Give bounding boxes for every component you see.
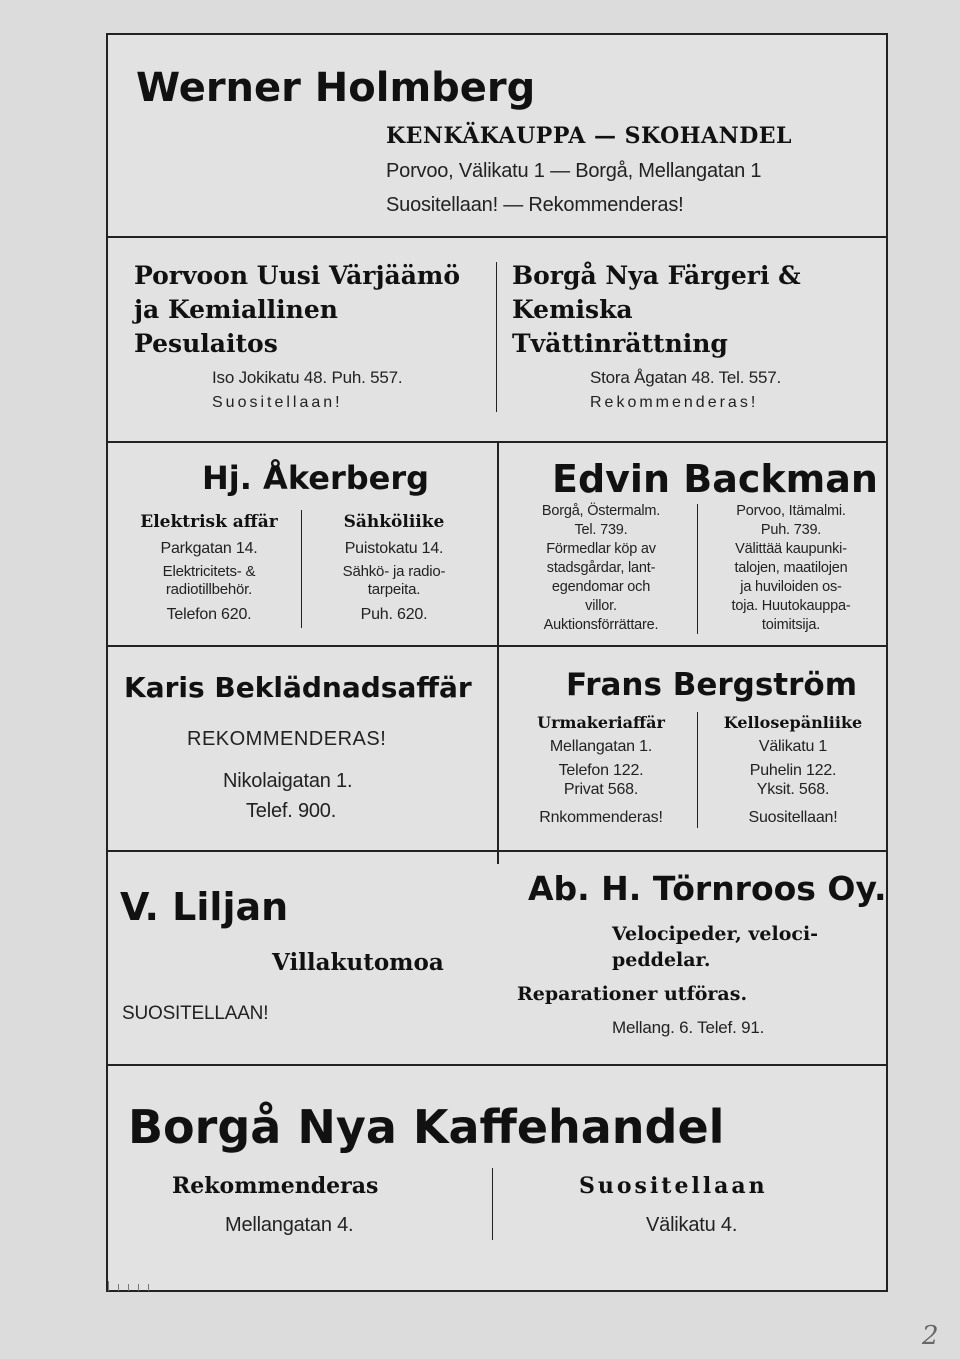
ad-akerberg-sv-heading: Elektrisk affär: [140, 512, 278, 532]
ad-bergstrom-sv-street: Mellangatan 1.: [549, 738, 653, 755]
ad-varjaamo-recommend: Suositellaan!: [212, 394, 343, 411]
ad-akerberg-fi-goods2: tarpeita.: [367, 581, 421, 598]
ad-akerberg-name: Hj. Åkerberg: [202, 459, 430, 497]
ad-fargeri-recommend: Rekommenderas!: [590, 394, 759, 411]
ad-fargeri-address: Stora Ågatan 48. Tel. 557.: [590, 368, 782, 387]
ad-liljan-name: V. Liljan: [120, 885, 289, 929]
ad-bergstrom-name: Frans Bergström: [566, 667, 858, 703]
ad-fargeri-title-line1: Borgå Nya Färgeri &: [512, 261, 801, 290]
ad-kaffehandel-sv-recommend: Rekommenderas: [172, 1173, 379, 1199]
divider: [697, 504, 698, 634]
ad-karis-name: Karis Beklädnadsaffär: [124, 671, 472, 704]
ad-varjaamo-address: Iso Jokikatu 48. Puh. 557.: [212, 368, 403, 387]
ruler-tick: [108, 1281, 109, 1291]
ad-bergstrom-sv-heading: Urmakeriaffär: [537, 713, 665, 732]
ad-backman-fi-line: toja. Huutokauppa-: [731, 598, 851, 614]
ad-kaffehandel-name: Borgå Nya Kaffehandel: [128, 1100, 725, 1154]
divider: [492, 1168, 493, 1240]
divider: [697, 712, 698, 828]
ad-backman-fi-line: Puh. 739.: [760, 522, 822, 538]
ad-bergstrom-fi-heading: Kellosepänliike: [723, 713, 863, 732]
ad-varjaamo-title-line2: ja Kemiallinen: [134, 295, 338, 324]
ad-backman-sv-line: Förmedlar köp av: [546, 541, 656, 557]
ad-fargeri-title-line3: Tvättinrättning: [512, 329, 728, 358]
ad-bergstrom-sv-phone: Telefon 122.: [558, 762, 644, 779]
ruler-tick: [138, 1284, 139, 1291]
ad-liljan-recommend: SUOSITELLAAN!: [122, 1003, 269, 1024]
ad-akerberg-fi-goods1: Sähkö- ja radio-: [342, 563, 446, 580]
ad-liljan-trade: Villakutomoa: [272, 949, 444, 976]
ad-akerberg-sv-street: Parkgatan 14.: [160, 540, 258, 557]
ad-akerberg-sv-goods1: Elektricitets- &: [162, 563, 256, 580]
ad-tornroos-line2: peddelar.: [612, 949, 711, 971]
ad-bergstrom-fi-recommend: Suositellaan!: [748, 809, 838, 826]
ad-fargeri-title-line2: Kemiska: [512, 295, 633, 324]
ad-backman-name: Edvin Backman: [552, 457, 878, 501]
divider: [301, 510, 302, 628]
divider: [496, 262, 497, 412]
ad-backman-fi-line: Välittää kaupunki-: [735, 541, 847, 557]
ad-backman-sv-line: stadsgårdar, lant-: [546, 560, 656, 576]
divider: [106, 236, 888, 238]
ad-karis-recommend: REKOMMENDERAS!: [187, 728, 387, 750]
ad-akerberg-fi-phone: Puh. 620.: [360, 606, 428, 623]
ad-bergstrom-fi-street: Välikatu 1: [758, 738, 828, 755]
ad-akerberg-sv-phone: Telefon 620.: [166, 606, 252, 623]
ad-werner-holmberg-name: Werner Holmberg: [136, 65, 536, 111]
ad-backman-sv-line: Borgå, Östermalm.: [541, 503, 661, 519]
ad-karis-street: Nikolaigatan 1.: [223, 770, 353, 792]
page-number: 2: [922, 1321, 939, 1351]
ad-bergstrom-fi-phone: Puhelin 122.: [749, 762, 837, 779]
ad-backman-sv-line: Tel. 739.: [574, 522, 628, 538]
ad-backman-sv-line: Auktionsförrättare.: [543, 617, 659, 633]
ad-werner-holmberg-trade: KENKÄKAUPPA — SKOHANDEL: [386, 123, 793, 149]
ad-kaffehandel-fi-street: Välikatu 4.: [646, 1214, 738, 1236]
ad-akerberg-fi-heading: Sähköliike: [343, 512, 445, 532]
ad-bergstrom-sv-recommend: Rnkommenderas!: [539, 809, 663, 826]
ad-backman-sv-line: egendomar och: [551, 579, 651, 595]
ruler-tick: [128, 1284, 129, 1291]
ruler-tick: [118, 1284, 119, 1291]
ad-backman-fi-line: ja huviloiden os-: [740, 579, 842, 595]
ad-akerberg-fi-street: Puistokatu 14.: [344, 540, 444, 557]
ad-backman-fi-line: toimitsija.: [761, 617, 821, 633]
ad-backman-fi-line: Porvoo, Itämalmi.: [736, 503, 846, 519]
ad-kaffehandel-fi-recommend: Suositellaan: [579, 1173, 768, 1199]
ad-backman-sv-line: villor.: [585, 598, 617, 614]
ad-varjaamo-title-line3: Pesulaitos: [134, 329, 278, 358]
ad-kaffehandel-sv-street: Mellangatan 4.: [225, 1214, 354, 1236]
ad-bergstrom-fi-private: Yksit. 568.: [756, 781, 830, 798]
ad-bergstrom-sv-private: Privat 568.: [563, 781, 639, 798]
ad-varjaamo-title-line1: Porvoon Uusi Värjäämö: [134, 261, 461, 290]
ad-tornroos-line3: Reparationer utföras.: [517, 983, 748, 1005]
divider: [106, 1064, 888, 1066]
ad-akerberg-sv-goods2: radiotillbehör.: [165, 581, 253, 598]
ad-tornroos-line1: Velocipeder, veloci-: [612, 923, 819, 945]
ad-werner-holmberg-address: Porvoo, Välikatu 1 — Borgå, Mellangatan 1: [386, 160, 762, 182]
ad-karis-phone: Telef. 900.: [246, 800, 337, 822]
ruler-tick: [148, 1284, 149, 1291]
ad-tornroos-name: Ab. H. Törnroos Oy.: [528, 869, 887, 908]
ad-werner-holmberg-recommend: Suositellaan! — Rekommenderas!: [386, 194, 684, 216]
divider: [497, 441, 499, 864]
ad-tornroos-address: Mellang. 6. Telef. 91.: [612, 1018, 765, 1037]
ad-backman-fi-line: talojen, maatilojen: [734, 560, 848, 576]
